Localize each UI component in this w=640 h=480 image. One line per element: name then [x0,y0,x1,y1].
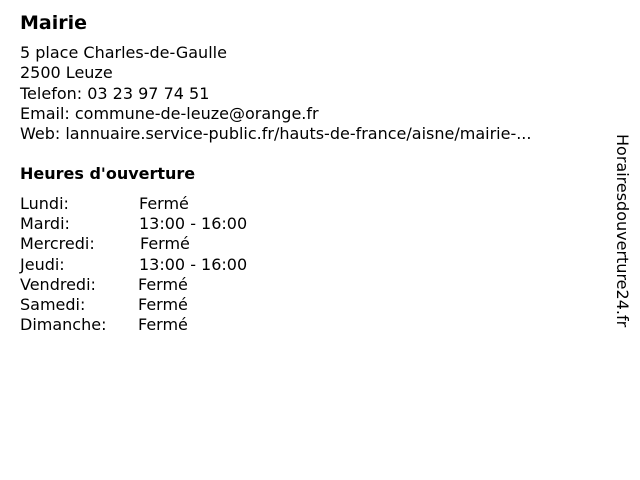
hours-value: 13:00 - 16:00 [139,214,248,234]
hours-value: Fermé [138,294,188,314]
day-label: Jeudi: [20,254,65,274]
street-address: 5 place Charles-de-Gaulle [20,43,227,62]
site-watermark: Horairesdouverture24.fr [613,134,632,328]
day-label: Mardi: [20,214,70,234]
email-line: Email: commune-de-leuze@orange.fr [20,103,319,123]
hours-value: Fermé [140,234,190,254]
place-title: Mairie [20,12,88,34]
day-label: Samedi: [20,294,86,314]
day-label: Lundi: [20,194,69,213]
phone-line: Telefon: 03 23 97 74 51 [20,83,210,103]
opening-hours-heading: Heures d'ouverture [20,164,196,183]
city-address: 2500 Leuze [20,63,113,83]
web-line: Web: lannuaire.service-public.fr/hauts-de-france/aisne/mairie-... [20,124,532,144]
hours-value: Fermé [138,315,188,335]
hours-value: 13:00 - 16:00 [139,254,248,274]
day-label: Dimanche: [20,315,107,335]
day-label: Vendredi: [20,274,96,294]
contact-block [20,43,531,144]
day-label: Mercredi: [20,234,95,254]
hours-value: Fermé [139,194,189,213]
hours-value: Fermé [138,274,188,294]
